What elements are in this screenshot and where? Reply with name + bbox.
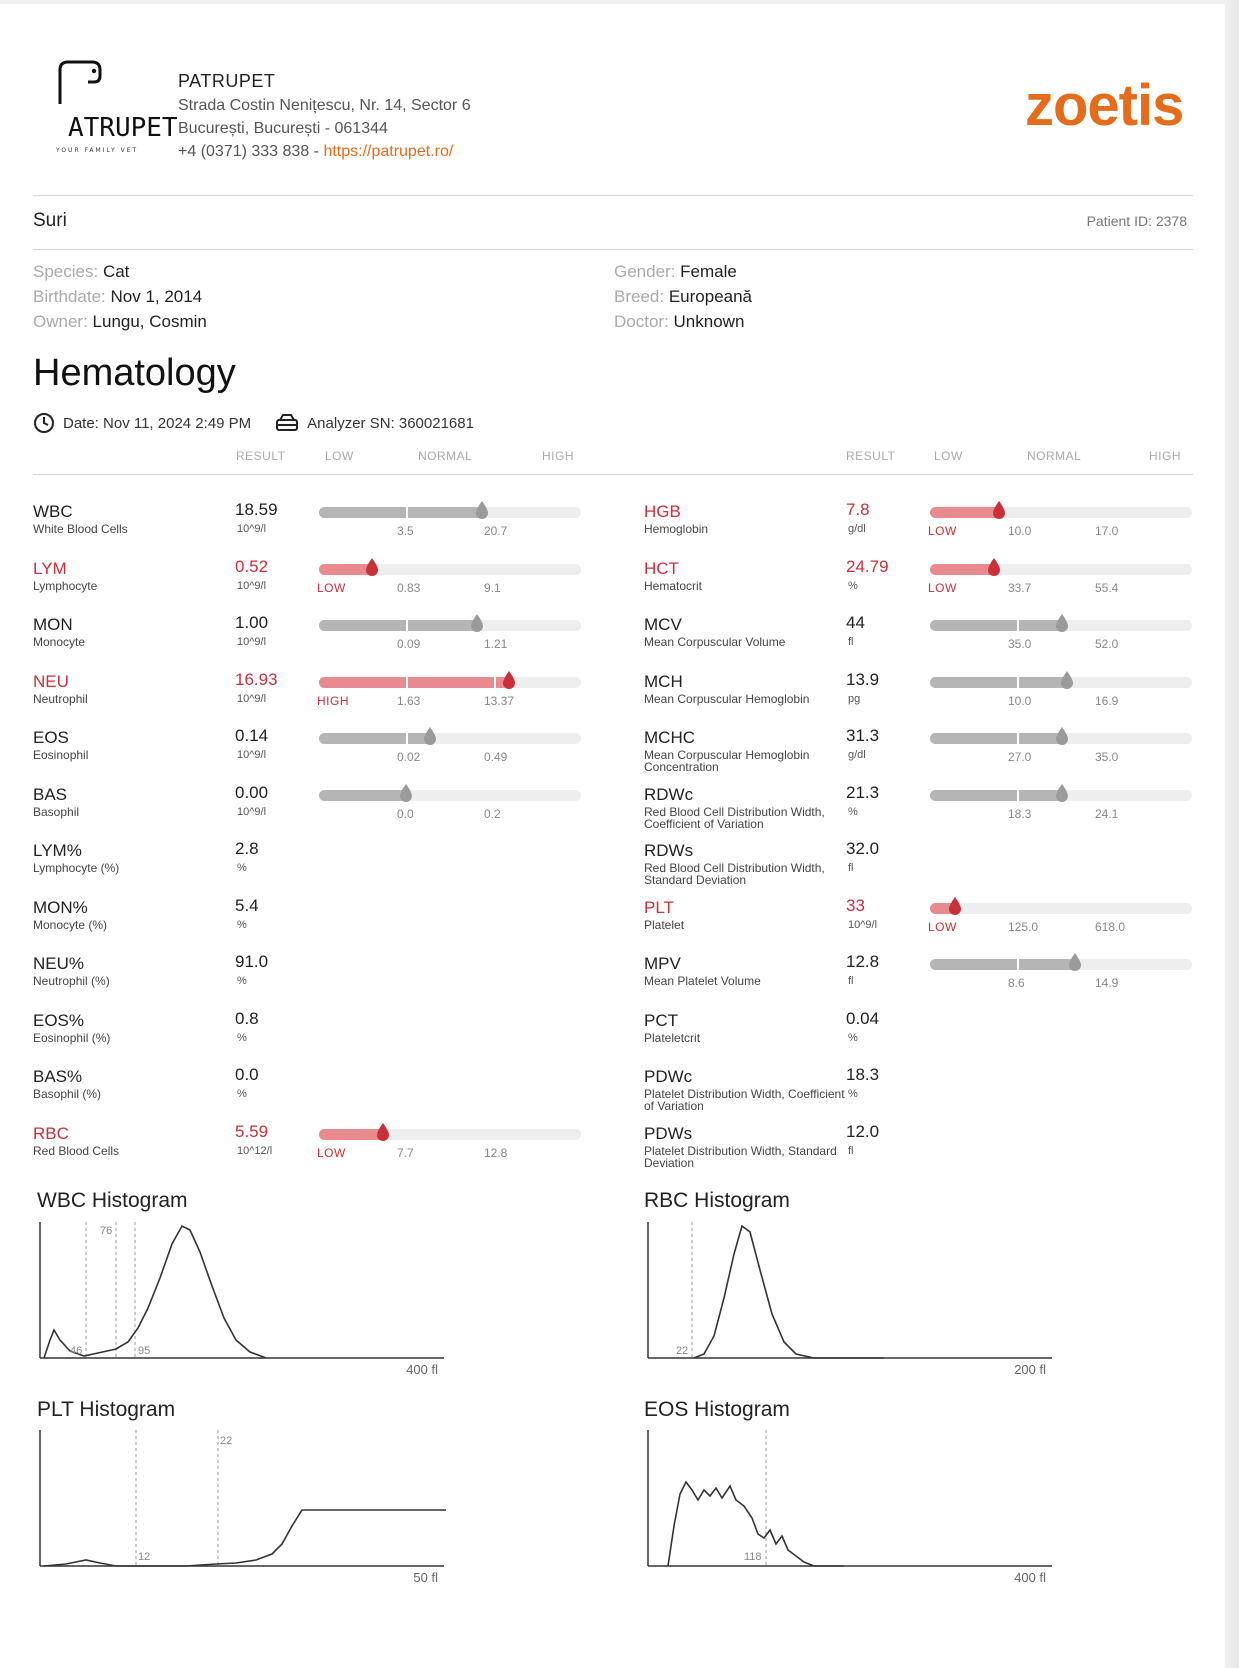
result-unit: % <box>237 862 247 874</box>
analyte-code: RBC <box>33 1123 69 1143</box>
result-unit: % <box>848 1088 858 1100</box>
report-date: Date: Nov 11, 2024 2:49 PM <box>63 414 252 432</box>
range-bar <box>319 787 581 801</box>
result-unit: 10^9/l <box>237 579 267 592</box>
wbc-marker-76: 76 <box>100 1225 113 1237</box>
analyte-code: MPV <box>644 954 681 973</box>
analyte-code: PCT <box>644 1010 678 1030</box>
range-low-value: 3.5 <box>397 524 414 538</box>
wbc-histogram-title: WBC Histogram <box>37 1189 188 1212</box>
range-separator <box>406 733 408 744</box>
analyte-name: Eosinophil <box>33 748 89 762</box>
clinic-contact <box>178 140 471 163</box>
result-unit: fl <box>848 1144 854 1157</box>
range-fill <box>930 677 1070 688</box>
result-value: 13.9 <box>846 669 880 689</box>
result-unit: fl <box>848 862 854 874</box>
analyzer-icon <box>275 413 299 433</box>
result-unit: % <box>848 579 858 592</box>
plt-histogram-title: PLT Histogram <box>37 1398 176 1421</box>
analyte-name: Platelet <box>644 917 685 932</box>
result-unit: % <box>848 1031 858 1044</box>
range-separator <box>1017 733 1019 744</box>
range-bar <box>319 617 581 631</box>
wbc-axis-label: 400 fl <box>406 1362 438 1377</box>
result-row-mpv <box>644 954 1204 1004</box>
col-header-low: LOW <box>325 449 354 463</box>
result-marker-drop-icon <box>1055 726 1069 746</box>
result-row-wbc <box>33 502 593 552</box>
analyte-name: Mean Platelet Volume <box>644 974 761 988</box>
range-fill <box>930 733 1065 744</box>
analyte-name: Platelet Distribution Width, Coefficient of Variation <box>644 1087 845 1113</box>
result-unit: % <box>237 975 247 987</box>
result-value: 21.3 <box>846 782 880 802</box>
abnormal-flag: LOW <box>928 580 957 595</box>
analyte-name: Lymphocyte <box>33 578 98 593</box>
clinic-info <box>178 70 471 163</box>
col-header-normal: NORMAL <box>1027 449 1082 463</box>
result-value: 18.59 <box>235 500 278 519</box>
range-high-value: 55.4 <box>1095 580 1119 595</box>
analyte-code: BAS% <box>33 1067 83 1086</box>
range-bar <box>319 561 581 575</box>
result-unit: 10^9/l <box>237 749 267 761</box>
result-value: 5.59 <box>235 1121 269 1141</box>
range-bar <box>319 674 581 688</box>
result-unit: % <box>237 1088 247 1100</box>
analyte-code: PDWc <box>644 1067 693 1086</box>
range-high-value: 0.49 <box>484 750 508 764</box>
analyte-name: Platelet Distribution Width, Standard Deviation <box>644 1143 837 1170</box>
range-separator <box>406 677 408 688</box>
clinic-name: PATRUPET <box>178 71 276 91</box>
range-separator <box>406 620 408 631</box>
range-bar <box>930 561 1192 575</box>
range-low-value: 0.09 <box>397 637 421 651</box>
range-low-value: 10.0 <box>1008 524 1032 538</box>
abnormal-flag: HIGH <box>317 693 349 708</box>
range-bar <box>319 730 581 744</box>
range-fill <box>930 620 1065 631</box>
report-title: Hematology <box>33 352 236 394</box>
doctor-value: Unknown <box>673 312 745 331</box>
result-value: 24.79 <box>846 556 889 576</box>
analyte-code: HGB <box>644 502 681 521</box>
analyte-name: Monocyte <box>33 635 86 649</box>
result-value: 2.8 <box>235 839 259 858</box>
result-value: 0.8 <box>235 1008 259 1028</box>
rbc-axis-label: 200 fl <box>1014 1362 1046 1377</box>
abnormal-flag: LOW <box>317 1145 346 1160</box>
range-separator <box>494 677 496 688</box>
result-row-hct <box>644 556 1204 609</box>
result-marker-drop-icon <box>1068 952 1082 972</box>
result-row-neu-pct <box>33 954 593 1004</box>
analyte-code: LYM <box>33 558 67 578</box>
result-unit: g/dl <box>848 523 866 535</box>
eos-histogram-title: EOS Histogram <box>644 1398 790 1421</box>
patient-details-right <box>614 259 752 334</box>
result-value: 33 <box>846 895 865 915</box>
analyte-name: Basophil <box>33 804 80 819</box>
result-row-bas <box>33 782 593 835</box>
gender-label: Gender: <box>614 262 676 281</box>
range-fill <box>319 790 409 801</box>
result-row-neu <box>33 669 593 722</box>
range-high-value: 9.1 <box>484 580 501 595</box>
patient-name: Suri <box>33 210 67 231</box>
range-separator <box>406 507 408 518</box>
range-fill <box>930 790 1065 801</box>
result-marker-drop-icon <box>992 500 1006 520</box>
analyte-name: Red Blood Cell Distribution Width, Standard Deviation <box>644 861 825 887</box>
result-row-mcv <box>644 615 1204 665</box>
analyte-code: MON% <box>33 897 88 917</box>
rbc-histogram-title: RBC Histogram <box>644 1189 790 1212</box>
range-low-value: 18.3 <box>1008 806 1032 821</box>
result-unit: 10^9/l <box>237 805 267 818</box>
result-marker-drop-icon <box>502 670 516 690</box>
range-high-value: 618.0 <box>1095 919 1126 934</box>
range-high-value: 17.0 <box>1095 524 1119 538</box>
wbc-marker-46: 46 <box>70 1345 83 1357</box>
eos-marker-118: 118 <box>744 1551 762 1563</box>
range-fill <box>319 507 485 518</box>
result-marker-drop-icon <box>365 557 379 577</box>
plt-marker-22: 22 <box>220 1435 233 1447</box>
range-separator <box>1017 620 1019 631</box>
range-low-value: 8.6 <box>1008 976 1025 990</box>
divider <box>33 474 1193 475</box>
analyte-name: Basophil (%) <box>33 1087 102 1101</box>
result-unit: g/dl <box>848 749 866 761</box>
result-row-hgb <box>644 502 1204 552</box>
analyte-name: Hemoglobin <box>644 522 709 536</box>
patient-id: Patient ID: 2378 <box>1086 213 1187 229</box>
range-bar <box>319 1126 581 1140</box>
analyte-name: Neutrophil (%) <box>33 974 110 988</box>
result-row-lym-pct <box>33 841 593 891</box>
doctor-label: Doctor: <box>614 312 669 331</box>
result-value: 1.00 <box>235 613 269 632</box>
range-high-value: 13.37 <box>484 693 515 708</box>
result-marker-drop-icon <box>423 726 437 746</box>
range-separator <box>1017 959 1019 970</box>
patient-details-left <box>33 259 207 334</box>
analyte-code: MCH <box>644 671 683 691</box>
range-low-value: 27.0 <box>1008 750 1032 764</box>
result-row-rdws <box>644 841 1204 891</box>
col-header-high: HIGH <box>1149 449 1181 463</box>
range-bar <box>930 900 1192 914</box>
result-value: 0.52 <box>235 556 269 576</box>
analyte-name: Monocyte (%) <box>33 917 108 932</box>
result-unit: pg <box>848 692 861 705</box>
range-bar <box>930 617 1192 631</box>
analyte-code: LYM% <box>33 841 82 860</box>
range-separator <box>1017 677 1019 688</box>
result-unit: 10^9/l <box>237 523 267 535</box>
range-separator <box>1017 790 1019 801</box>
eos-histogram <box>644 1426 1064 1586</box>
result-row-plt <box>644 895 1204 948</box>
abnormal-flag: LOW <box>317 580 346 595</box>
result-unit: 10^9/l <box>237 636 267 648</box>
result-marker-drop-icon <box>1055 613 1069 633</box>
result-value: 91.0 <box>235 952 269 971</box>
birthdate-label: Birthdate: <box>33 287 106 306</box>
range-bar <box>930 504 1192 518</box>
analyte-code: MCV <box>644 615 682 634</box>
result-row-lym <box>33 556 593 609</box>
result-row-mon <box>33 615 593 665</box>
analyte-name: Mean Corpuscular Hemoglobin Concentration <box>644 748 810 774</box>
range-bar <box>319 504 581 518</box>
range-fill <box>930 959 1078 970</box>
result-row-pdws <box>644 1121 1204 1174</box>
range-high-value: 20.7 <box>484 524 508 538</box>
result-marker-drop-icon <box>1055 783 1069 803</box>
result-row-eos <box>33 728 593 778</box>
range-high-value: 12.8 <box>484 1145 508 1160</box>
range-high-value: 14.9 <box>1095 976 1119 990</box>
plt-histogram <box>36 1426 456 1586</box>
result-value: 12.0 <box>846 1121 880 1141</box>
col-header-low: LOW <box>934 449 963 463</box>
range-bar <box>930 730 1192 744</box>
range-low-value: 35.0 <box>1008 637 1032 651</box>
species-label: Species: <box>33 262 99 281</box>
report-meta <box>33 412 474 434</box>
result-row-rbc <box>33 1121 593 1174</box>
range-low-value: 0.83 <box>397 580 421 595</box>
result-marker-drop-icon <box>1060 670 1074 690</box>
clinic-website-link[interactable]: https://patrupet.ro/ <box>323 143 454 160</box>
result-unit: % <box>237 1031 247 1044</box>
svg-text:YOUR FAMILY VET: YOUR FAMILY VET <box>56 147 139 154</box>
analyte-name: Neutrophil <box>33 691 88 706</box>
col-header-high: HIGH <box>542 449 574 463</box>
result-value: 31.3 <box>846 726 880 745</box>
analyte-name: Mean Corpuscular Volume <box>644 635 786 649</box>
analyte-name: Eosinophil (%) <box>33 1030 111 1045</box>
result-row-pct <box>644 1008 1204 1061</box>
species-value: Cat <box>102 262 130 281</box>
result-marker-drop-icon <box>948 896 962 916</box>
analyte-code: WBC <box>33 502 73 521</box>
result-row-bas-pct <box>33 1067 593 1117</box>
clinic-phone: +4 (0371) 333 838 - <box>178 143 324 160</box>
col-header-normal: NORMAL <box>418 449 473 463</box>
range-low-value: 7.7 <box>397 1145 414 1160</box>
result-marker-drop-icon <box>470 613 484 633</box>
analyte-name: Hematocrit <box>644 578 703 593</box>
range-high-value: 1.21 <box>484 637 508 651</box>
analyte-code: MCHC <box>644 728 695 747</box>
result-marker-drop-icon <box>987 557 1001 577</box>
result-value: 0.00 <box>235 782 269 802</box>
abnormal-flag: LOW <box>928 919 957 934</box>
range-low-value: 0.0 <box>397 806 414 821</box>
svg-text:ATRUPET: ATRUPET <box>68 113 178 143</box>
clock-icon <box>33 412 55 434</box>
result-unit: 10^12/l <box>237 1144 273 1157</box>
zoetis-logo: zoetis <box>1025 73 1184 138</box>
range-bar <box>930 956 1192 970</box>
result-value: 32.0 <box>846 839 880 858</box>
analyte-name: Red Blood Cell Distribution Width, Coefficient of Variation <box>644 804 825 831</box>
range-low-value: 125.0 <box>1008 919 1039 934</box>
wbc-histogram <box>36 1218 456 1378</box>
analyte-name: Lymphocyte (%) <box>33 861 120 875</box>
wbc-marker-95: 95 <box>138 1345 151 1357</box>
analyte-code: PLT <box>644 897 674 917</box>
analyte-code: RDWs <box>644 841 694 860</box>
result-row-mon-pct <box>33 895 593 948</box>
result-value: 0.14 <box>235 726 269 745</box>
page-scroll-edge <box>1225 0 1239 1668</box>
analyte-name: Red Blood Cells <box>33 1143 120 1158</box>
rbc-histogram <box>644 1218 1064 1378</box>
analyte-code: RDWc <box>644 784 694 804</box>
range-high-value: 16.9 <box>1095 693 1119 708</box>
result-value: 7.8 <box>846 500 870 519</box>
result-marker-drop-icon <box>475 500 489 520</box>
eos-axis-label: 400 fl <box>1014 1570 1046 1585</box>
result-marker-drop-icon <box>376 1122 390 1142</box>
range-high-value: 0.2 <box>484 806 501 821</box>
range-high-value: 24.1 <box>1095 806 1119 821</box>
range-low-value: 1.63 <box>397 693 421 708</box>
result-row-mchc <box>644 728 1204 778</box>
result-value: 16.93 <box>235 669 278 689</box>
plt-marker-12: 12 <box>138 1551 151 1563</box>
range-fill <box>319 733 433 744</box>
analyte-code: EOS <box>33 728 69 747</box>
result-row-mch <box>644 669 1204 722</box>
analyte-name: Mean Corpuscular Hemoglobin <box>644 691 810 706</box>
result-unit: 10^9/l <box>848 918 878 931</box>
result-value: 5.4 <box>235 895 259 915</box>
plt-axis-label: 50 fl <box>413 1570 438 1585</box>
col-header-result: RESULT <box>236 449 286 463</box>
result-unit: fl <box>848 636 854 648</box>
result-unit: 10^9/l <box>237 692 267 705</box>
range-fill <box>319 620 480 631</box>
result-value: 18.3 <box>846 1065 880 1084</box>
range-fill <box>319 677 512 688</box>
analyte-code: NEU% <box>33 954 85 973</box>
analyzer-serial: Analyzer SN: 360021681 <box>307 414 474 432</box>
result-unit: % <box>848 805 858 818</box>
rbc-marker-22: 22 <box>676 1345 689 1357</box>
breed-value: Europeană <box>668 287 753 306</box>
analyte-code: MON <box>33 615 73 634</box>
range-low-value: 0.02 <box>397 750 421 764</box>
analyte-code: BAS <box>33 784 68 804</box>
result-row-pdwc <box>644 1067 1204 1117</box>
col-header-result: RESULT <box>846 449 896 463</box>
divider <box>33 249 1193 250</box>
clinic-address-1: Strada Costin Nenițescu, Nr. 14, Sector 6 <box>178 97 471 114</box>
result-row-eos-pct <box>33 1008 593 1061</box>
result-value: 44 <box>846 613 865 632</box>
page-top-edge <box>0 0 1239 4</box>
analyte-code: HCT <box>644 558 679 578</box>
range-high-value: 52.0 <box>1095 637 1119 651</box>
result-row-rdwc <box>644 782 1204 835</box>
result-marker-drop-icon <box>399 783 413 803</box>
abnormal-flag: LOW <box>928 524 957 538</box>
analyte-code: NEU <box>33 671 69 691</box>
result-value: 0.0 <box>235 1065 259 1084</box>
result-unit: fl <box>848 975 854 987</box>
birthdate-value: Nov 1, 2014 <box>110 287 203 306</box>
result-unit: % <box>237 918 247 931</box>
range-low-value: 33.7 <box>1008 580 1032 595</box>
range-bar <box>930 787 1192 801</box>
analyte-code: PDWs <box>644 1123 693 1143</box>
patrupet-logo <box>48 56 178 160</box>
breed-label: Breed: <box>614 287 665 306</box>
gender-value: Female <box>680 262 737 281</box>
analyte-name: White Blood Cells <box>33 522 128 536</box>
divider <box>33 195 1193 196</box>
range-bar <box>930 674 1192 688</box>
result-value: 0.04 <box>846 1008 880 1028</box>
analyte-name: Plateletcrit <box>644 1030 701 1045</box>
result-value: 12.8 <box>846 952 880 971</box>
range-low-value: 10.0 <box>1008 693 1032 708</box>
range-high-value: 35.0 <box>1095 750 1119 764</box>
analyte-code: EOS% <box>33 1010 85 1030</box>
range-track <box>930 903 1192 914</box>
owner-value: Lungu, Cosmin <box>92 312 207 331</box>
owner-label: Owner: <box>33 312 88 331</box>
clinic-address-2: București, București - 061344 <box>178 120 388 137</box>
